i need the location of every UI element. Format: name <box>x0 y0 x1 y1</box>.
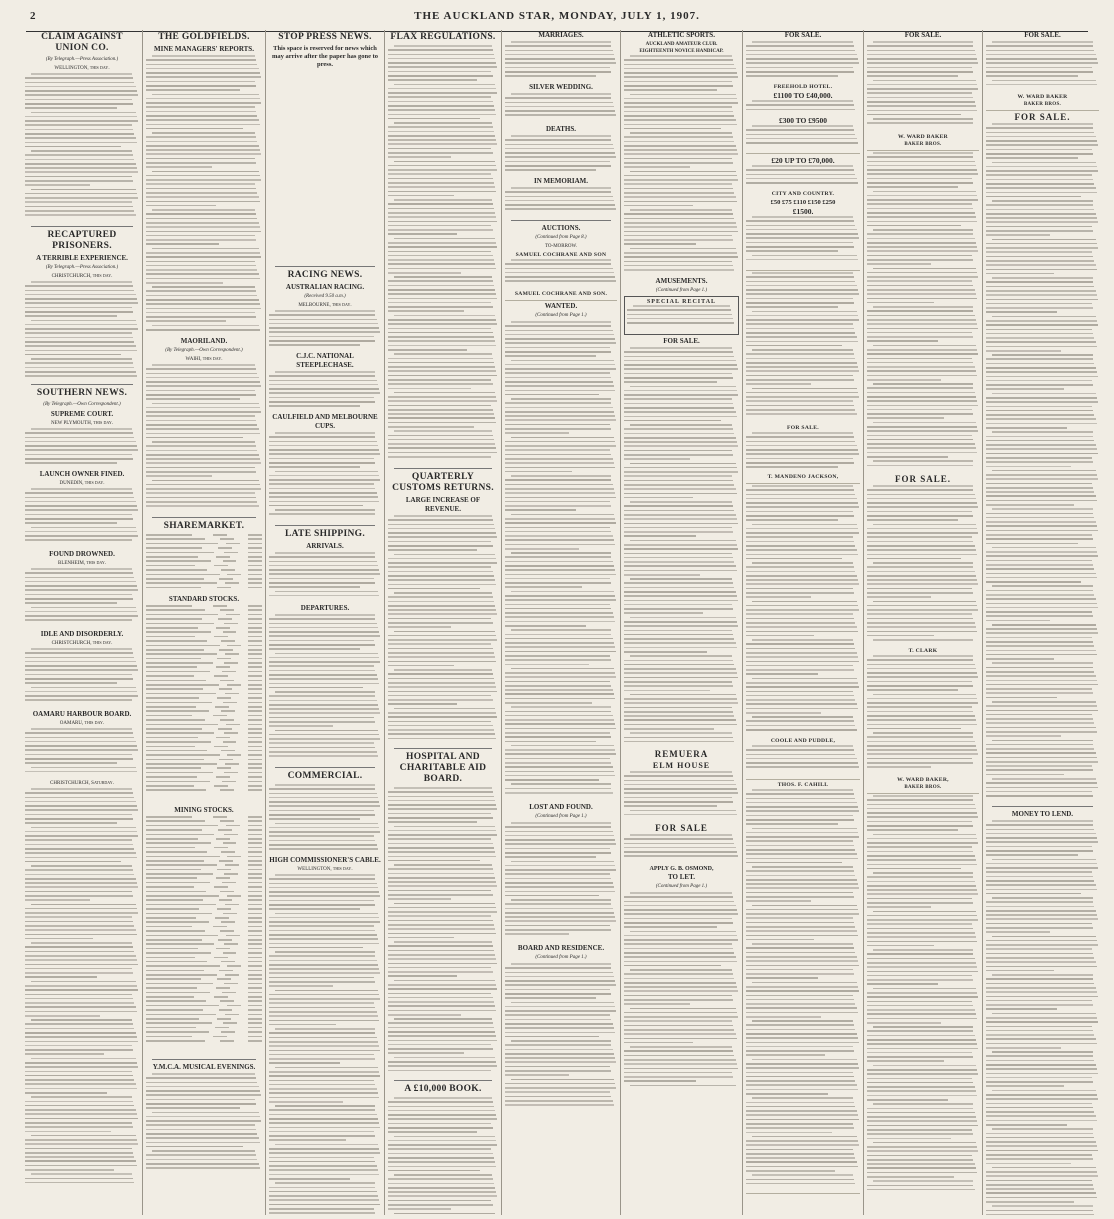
classifieds-body <box>746 272 860 422</box>
divider <box>992 806 1093 807</box>
auction-ad <box>505 251 617 301</box>
remuera-heading: REMUERA <box>654 749 709 759</box>
classifieds-body <box>867 41 979 131</box>
article-body <box>25 428 139 468</box>
article-body <box>25 788 139 1188</box>
agent-ad <box>867 133 979 151</box>
classifieds-body <box>986 41 1099 91</box>
ad-body <box>867 655 979 775</box>
column-3 <box>266 30 385 1215</box>
subheadline: SUPREME COURT. <box>50 410 114 418</box>
agent-ad <box>746 424 860 484</box>
heading-for-sale: FOR SALE. <box>784 31 822 39</box>
article-body <box>25 568 139 628</box>
ad-lead: FOR SALE. <box>787 425 819 431</box>
for-sale-heading: FOR SALE <box>655 823 708 833</box>
ad-body <box>505 259 617 289</box>
heading-in-memoriam: IN MEMORIAM. <box>533 177 589 185</box>
heading-auctions: AUCTIONS. <box>541 224 581 232</box>
heading-wanted: WANTED. <box>544 302 578 310</box>
ad-price: £1100 TO £40,000. <box>773 91 833 100</box>
agent-name: W. WARD BAKER <box>897 134 949 140</box>
heading-lost-found: LOST AND FOUND. <box>529 803 593 811</box>
dateline: DUNEDIN, this day. <box>59 481 105 486</box>
classifieds-body <box>867 795 979 1195</box>
heading-board-residence: BOARD AND RESIDENCE. <box>517 944 605 952</box>
subheadline: A TERRIBLE EXPERIENCE. <box>36 254 128 262</box>
column-5 <box>502 30 621 1215</box>
notice-body <box>505 135 617 175</box>
subheadline: LAUNCH OWNER FINED. <box>39 470 125 478</box>
classifieds-body <box>505 963 617 1113</box>
heading-marriages: MARRIAGES. <box>538 31 584 39</box>
divider <box>152 1059 256 1060</box>
heading-silver-wedding: SILVER WEDDING. <box>529 83 593 91</box>
newspaper-title: THE AUCKLAND STAR, MONDAY, JULY 1, 1907. <box>414 10 700 22</box>
agent-name: THOS. F. CAHILL <box>777 782 829 788</box>
heading-to-let: TO LET. <box>668 873 695 881</box>
article-body <box>146 1073 262 1173</box>
subheadline: AUSTRALIAN RACING. <box>285 283 365 291</box>
dateline: CHRISTCHURCH, this day. <box>51 274 113 279</box>
article-body <box>25 488 139 548</box>
dateline: WELLINGTON, this day. <box>54 66 110 71</box>
headline-flax: FLAX REGULATIONS. <box>390 32 496 42</box>
agent-ad <box>867 647 979 794</box>
article-body <box>269 784 381 854</box>
property-ad <box>746 155 860 271</box>
divider <box>394 468 492 469</box>
subheadline: IDLE AND DISORDERLY. <box>40 630 124 638</box>
event-name: EIGHTEENTH NOVICE HANDICAP. <box>639 49 724 54</box>
byline: (Received 9.50 a.m.) <box>304 294 346 299</box>
headline-prisoners: RECAPTURED PRISONERS. <box>47 230 117 251</box>
agent-name: COOLE AND PUDDLE, <box>770 738 836 744</box>
dateline: CHRISTCHURCH, this day. <box>51 641 113 646</box>
ad-lead: FREEHOLD HOTEL. <box>773 84 833 90</box>
article-body <box>269 614 381 764</box>
column-1 <box>22 30 143 1215</box>
heading-for-sale: FOR SALE. <box>1024 31 1061 39</box>
column-8 <box>864 30 983 1215</box>
subheadline: DEPARTURES. <box>300 604 350 612</box>
ad-price: £20 UP TO £70,000. <box>771 156 835 165</box>
property-ad <box>746 83 860 154</box>
column-4 <box>385 30 502 1215</box>
article-body <box>269 432 381 522</box>
column-7 <box>743 30 864 1215</box>
for-sale-heading: FOR SALE. <box>1014 112 1071 122</box>
notice-body <box>505 187 617 217</box>
blank-space <box>269 73 381 263</box>
continued-note: (Continued from Page 1.) <box>535 313 587 318</box>
apply-osmond: APPLY G. B. OSMOND, <box>649 866 714 872</box>
classifieds-body <box>986 820 1099 1215</box>
classifieds-body <box>505 321 617 801</box>
article-body <box>146 364 262 514</box>
ad-body <box>746 432 860 472</box>
heading-athletic: ATHLETIC SPORTS. <box>648 31 715 39</box>
for-sale-heading: FOR SALE. <box>894 474 951 484</box>
recital-ad <box>624 296 739 335</box>
article-body <box>269 310 381 350</box>
ad-body <box>746 100 860 114</box>
divider <box>394 1080 492 1081</box>
classifieds-body <box>624 892 739 1092</box>
headline-goldfields: THE GOLDFIELDS. <box>158 32 250 42</box>
divider <box>31 384 133 385</box>
agent-name: W. WARD BAKER, <box>897 777 949 783</box>
subheadline: HIGH COMMISSIONER'S CABLE. <box>269 856 381 864</box>
ad-price: £1500. <box>792 207 814 216</box>
page-number: 2 <box>30 10 36 22</box>
agent-name: T. CLARK <box>908 648 938 654</box>
headline-commercial: COMMERCIAL. <box>287 771 363 781</box>
dateline: OAMARU, this day. <box>59 721 105 726</box>
article-body <box>269 371 381 411</box>
column-2 <box>143 30 266 1215</box>
club-name: AUCKLAND AMATEUR CLUB. <box>645 42 718 47</box>
article-body <box>25 728 139 778</box>
article-body <box>388 45 498 465</box>
classifieds-body <box>986 123 1099 803</box>
stop-press-note: This space is reserved for news which may arrive after the paper has gone to press. <box>271 45 379 68</box>
heading-amusements: AMUSEMENTS. <box>655 277 708 285</box>
share-table <box>146 816 262 1056</box>
ad-body <box>746 125 860 149</box>
article-body <box>388 1097 498 1215</box>
classifieds-body <box>867 152 979 472</box>
divider <box>275 266 375 267</box>
ad-price: £300 TO £9500 <box>778 116 828 125</box>
auctioneer-name: SAMUEL COCHRANE AND SON <box>515 252 607 258</box>
divider <box>275 525 375 526</box>
headline-late-shipping: LATE SHIPPING. <box>284 529 366 539</box>
ad-lead: CITY AND COUNTRY. <box>771 191 835 197</box>
share-table <box>146 605 262 805</box>
agent-ad <box>986 93 1099 111</box>
columns <box>22 30 1102 1215</box>
subheadline: C.J.C. NATIONAL STEEPLECHASE. <box>296 352 354 369</box>
article-body <box>25 73 139 223</box>
subheadline: MINING STOCKS. <box>174 806 234 814</box>
byline: (By Telegraph.—Press Association.) <box>45 57 119 62</box>
continued-note: (Continued from Page 1.) <box>535 814 587 819</box>
results-body <box>624 55 739 275</box>
continued-note: (Continued from Page 1.) <box>655 884 708 889</box>
classifieds-body <box>505 822 617 942</box>
headline-hospital: HOSPITAL AND CHARITABLE AID BOARD. <box>399 752 487 784</box>
subheadline: STANDARD STOCKS. <box>168 595 240 603</box>
dateline: BLENHEIM, this day. <box>57 561 107 566</box>
headline-book: A £10,000 BOOK. <box>404 1084 482 1094</box>
divider <box>152 517 256 518</box>
subheadline: Y.M.C.A. MUSICAL EVENINGS. <box>152 1063 256 1071</box>
elm-house-heading: ELM HOUSE <box>652 761 711 770</box>
dateline: WAIHI, this day. <box>185 357 223 362</box>
ad-body <box>746 789 860 1189</box>
subheadline: LARGE INCREASE OF REVENUE. <box>405 496 481 513</box>
classifieds-body <box>746 41 860 81</box>
share-table <box>146 534 262 594</box>
classifieds-body <box>624 347 739 747</box>
agent-firm: BAKER BROS. <box>904 785 942 790</box>
classifieds-body <box>746 485 860 735</box>
heading-money-to-lend: MONEY TO LEND. <box>1011 810 1074 818</box>
dateline: CHRISTCHURCH, Saturday. <box>50 781 114 786</box>
divider <box>511 220 611 221</box>
article-body <box>25 648 139 708</box>
byline: (By Telegraph.—Own Correspondent.) <box>43 402 121 407</box>
dateline: NEW PLYMOUTH, this day. <box>50 421 113 426</box>
headline-customs: QUARTERLY CUSTOMS RETURNS. <box>392 472 494 493</box>
subheadline: MAORILAND. <box>180 337 228 345</box>
auctioneer-name: SAMUEL COCHRANE AND SON. <box>514 291 608 297</box>
notice-body <box>505 93 617 123</box>
agent-ad <box>746 781 860 1194</box>
column-9 <box>983 30 1102 1215</box>
divider <box>275 767 375 768</box>
recital-title: SPECIAL RECITAL <box>646 299 717 305</box>
ad-body <box>627 305 736 330</box>
subheadline: CAULFIELD AND MELBOURNE CUPS. <box>272 413 378 430</box>
subheadline: MINE MANAGERS' REPORTS. <box>154 45 254 53</box>
agent-ad <box>746 737 860 780</box>
ad-price: £50 £75 £110 £150 £250 <box>770 199 836 206</box>
ad-body <box>746 216 860 266</box>
headline-stop-press: STOP PRESS NEWS. <box>278 32 372 42</box>
dateline: TO-MORROW. <box>544 244 578 249</box>
agent-name: W. WARD BAKER <box>1017 94 1068 100</box>
article-body <box>269 552 381 602</box>
subheadline: OAMARU HARBOUR BOARD. <box>32 710 132 718</box>
headline-racing: RACING NEWS. <box>287 270 363 280</box>
agent-firm: BAKER BROS. <box>904 142 942 147</box>
article-body <box>269 874 381 1215</box>
dateline: WELLINGTON, this day. <box>297 867 353 872</box>
divider <box>394 748 492 749</box>
masthead <box>0 6 1114 28</box>
ad-body <box>624 771 739 821</box>
article-body <box>25 281 139 381</box>
divider <box>31 226 133 227</box>
article-body <box>388 515 498 745</box>
heading-for-sale: FOR SALE. <box>904 31 942 39</box>
classifieds-body <box>867 485 979 645</box>
ad-body <box>746 745 860 775</box>
ad-body <box>624 834 739 864</box>
byline: (By Telegraph.—Press Association.) <box>45 265 119 270</box>
headline-claim: CLAIM AGAINST UNION CO. <box>41 32 123 53</box>
heading-for-sale: FOR SALE. <box>663 337 700 345</box>
continued-note: (Continued from Page 1.) <box>535 955 587 960</box>
subheadline: FOUND DROWNED. <box>49 550 115 558</box>
dateline: MELBOURNE, this day. <box>298 303 352 308</box>
continued-note: (Continued from Page 1.) <box>655 288 708 293</box>
article-body <box>146 55 262 335</box>
heading-deaths: DEATHS. <box>545 125 577 133</box>
headline-southern-news: SOUTHERN NEWS. <box>36 388 128 398</box>
agent-firm: BAKER BROS. <box>1023 102 1062 107</box>
ad-body <box>746 165 860 189</box>
headline-sharemarket: SHAREMARKET. <box>163 521 245 531</box>
continued-note: (Continued from Page 8.) <box>535 235 587 240</box>
agent-name: T. MANDENO JACKSON, <box>767 474 839 480</box>
subheadline: ARRIVALS. <box>306 542 344 550</box>
byline: (By Telegraph.—Own Correspondent.) <box>165 348 243 353</box>
column-6 <box>621 30 743 1215</box>
notice-body <box>505 41 617 81</box>
article-body <box>388 787 498 1077</box>
